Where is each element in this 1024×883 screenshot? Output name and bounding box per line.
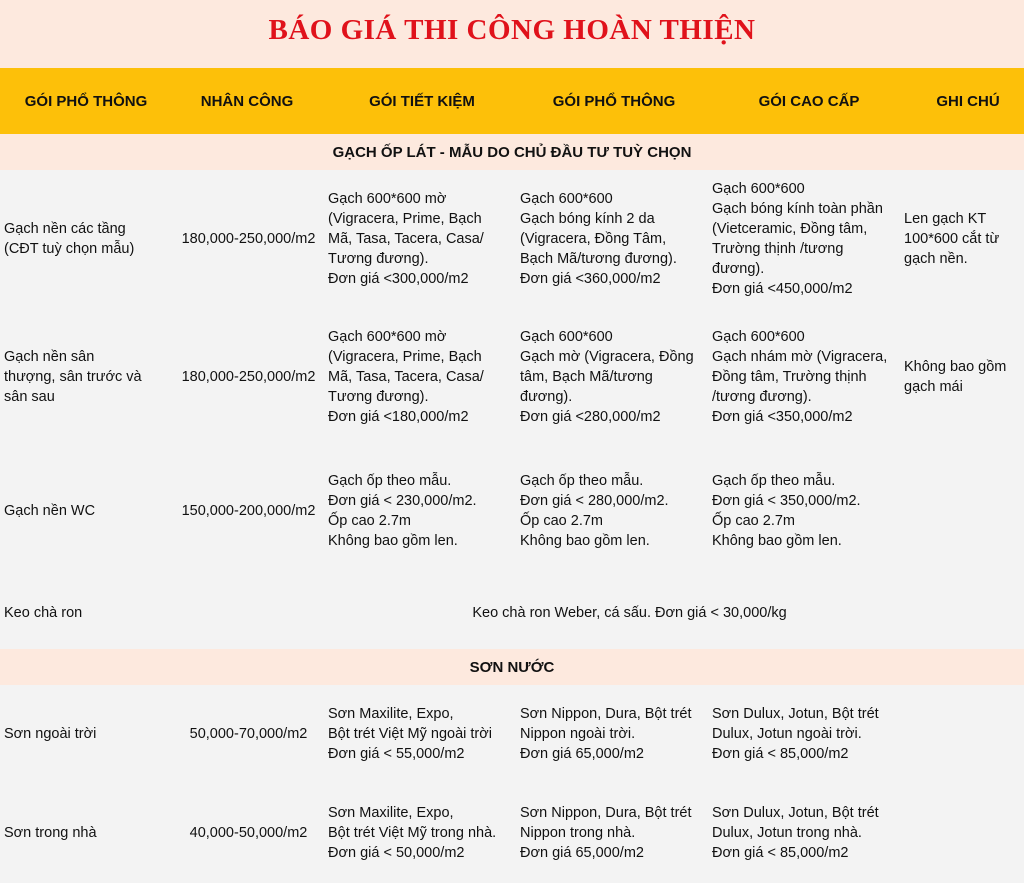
row-labor: 150,000-200,000/m2: [181, 503, 316, 519]
header-cell-economy: GÓI TIẾT KIỆM: [369, 92, 475, 110]
section-header-tiles: [0, 134, 1024, 170]
table-row: [0, 170, 1024, 308]
row-name: Gạch nền WC: [4, 503, 96, 519]
header-cell-note: GHI CHÚ: [936, 92, 1000, 110]
row-standard: Gạch 600*600 Gạch bóng kính 2 da (Vigracera, Đồng Tâm, Bạch Mã/tương đương). Đơn giá <360,000/m2: [520, 191, 677, 287]
row-standard: Gạch ốp theo mẫu. Đơn giá < 280,000/m2. Ốp cao 2.7m Không bao gồm len.: [520, 473, 669, 549]
header-cell-standard: GÓI PHỔ THÔNG: [552, 92, 676, 110]
page-title: BÁO GIÁ THI CÔNG HOÀN THIỆN: [268, 13, 756, 46]
table-row: [0, 577, 1024, 649]
row-labor: 180,000-250,000/m2: [181, 231, 316, 247]
row-economy: Sơn Maxilite, Expo, Bột trét Việt Mỹ ngoài trời Đơn giá < 55,000/m2: [328, 706, 492, 762]
row-economy: Sơn Maxilite, Expo, Bột trét Việt Mỹ trong nhà. Đơn giá < 50,000/m2: [328, 805, 497, 861]
row-standard: Gạch 600*600 Gạch mờ (Vigracera, Đồng tâm, Bạch Mã/tương đương). Đơn giá <280,000/m2: [520, 328, 694, 425]
row-economy: Gạch ốp theo mẫu. Đơn giá < 230,000/m2. Ốp cao 2.7m Không bao gồm len.: [328, 473, 477, 549]
section-header-paint: [0, 649, 1024, 685]
section-title-tiles: GẠCH ỐP LÁT - MẪU DO CHỦ ĐẦU TƯ TUỲ CHỌN: [332, 143, 692, 161]
row-name: Keo chà ron: [4, 605, 83, 621]
row-premium: Sơn Dulux, Jotun, Bột trét Dulux, Jotun ngoài trời. Đơn giá < 85,000/m2: [712, 706, 879, 762]
title-bar: [0, 0, 1024, 68]
row-name: Sơn ngoài trời: [4, 726, 97, 742]
row-note: Không bao gồm gạch mái: [904, 358, 1007, 395]
table-row: [0, 308, 1024, 445]
row-name: Sơn trong nhà: [4, 825, 97, 841]
row-labor: 180,000-250,000/m2: [181, 368, 316, 385]
row-premium: Gạch 600*600 Gạch bóng kính toàn phần (Vietceramic, Đồng tâm, Trường thịnh /tương đương). Đơn giá <450,000/m2: [712, 181, 883, 297]
row-standard: Sơn Nippon, Dura, Bột trét Nippon trong nhà. Đơn giá 65,000/m2: [520, 805, 692, 861]
header-cell-labor: NHÂN CÔNG: [200, 92, 294, 110]
row-premium: Gạch ốp theo mẫu. Đơn giá < 350,000/m2. Ốp cao 2.7m Không bao gồm len.: [712, 473, 861, 549]
header-cell-premium: GÓI CAO CẤP: [758, 92, 860, 110]
row-standard: Sơn Nippon, Dura, Bột trét Nippon ngoài trời. Đơn giá 65,000/m2: [520, 706, 692, 762]
table-header: [0, 68, 1024, 134]
row-premium: Gạch 600*600 Gạch nhám mờ (Vigracera, Đồng tâm, Trường thịnh /tương đương). Đơn giá <350,000/m2: [712, 328, 888, 425]
table-row: [0, 783, 1024, 883]
row-economy: Gạch 600*600 mờ (Vigracera, Prime, Bạch Mã, Tasa, Tacera, Casa/ Tương đương). Đơn giá <180,000/m2: [328, 328, 484, 425]
row-name: Gạch nền các tầng (CĐT tuỳ chọn mẫu): [4, 221, 135, 257]
row-note: Len gạch KT 100*600 cắt từ gạch nền.: [904, 211, 1000, 267]
row-premium: Sơn Dulux, Jotun, Bột trét Dulux, Jotun trong nhà. Đơn giá < 85,000/m2: [712, 805, 879, 861]
row-economy: Gạch 600*600 mờ (Vigracera, Prime, Bạch Mã, Tasa, Tacera, Casa/ Tương đương). Đơn giá <300,000/m2: [328, 191, 484, 287]
row-name: Gạch nền sân thượng, sân trước và sân sau: [4, 348, 142, 405]
section-title-paint: SƠN NƯỚC: [469, 658, 555, 676]
row-labor: 50,000-70,000/m2: [189, 726, 308, 742]
table-row: [0, 685, 1024, 783]
row-merged-value: Keo chà ron Weber, cá sấu. Đơn giá < 30,000/kg: [472, 605, 787, 621]
row-labor: 40,000-50,000/m2: [189, 825, 308, 841]
header-cell-package: GÓI PHỔ THÔNG: [24, 92, 148, 110]
table-row: [0, 445, 1024, 577]
